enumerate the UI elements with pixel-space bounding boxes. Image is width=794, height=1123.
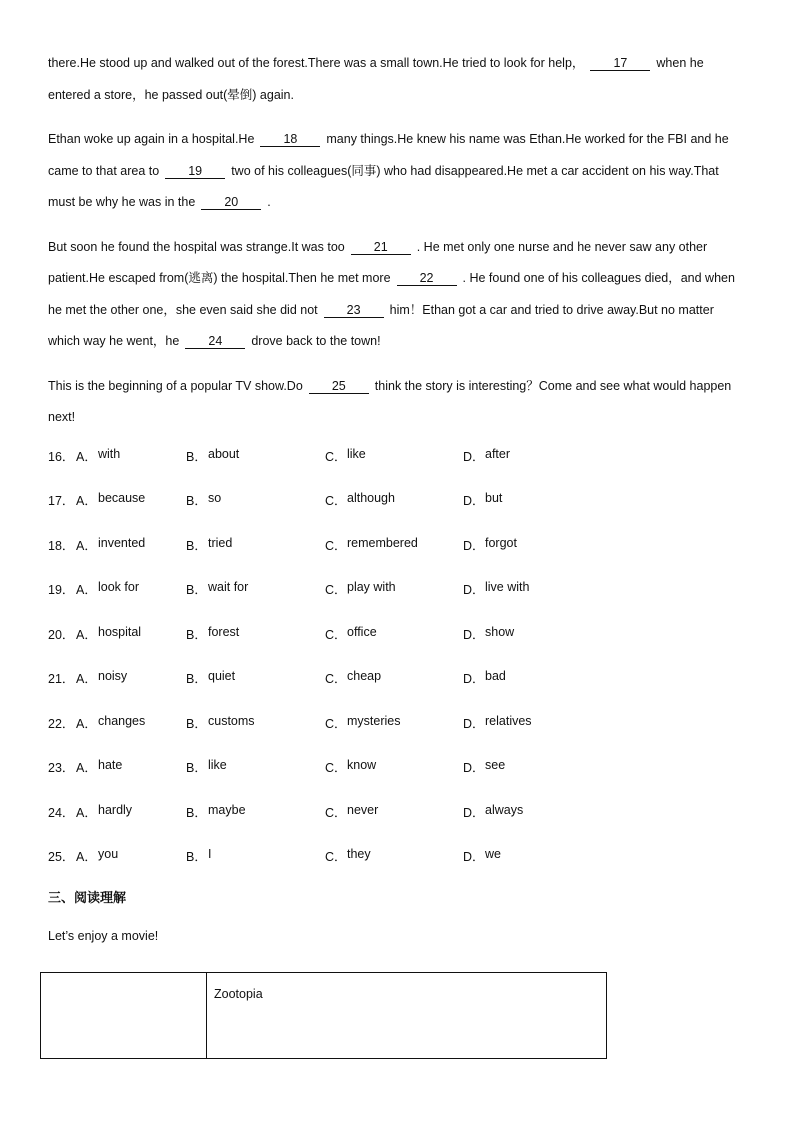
passage-paragraph-2 (48, 124, 748, 219)
option-text: but (485, 491, 503, 505)
passage-text: This is the beginning of a popular TV show.Do (48, 378, 303, 393)
question-number: 16． (48, 449, 75, 464)
option-text: like (208, 758, 227, 772)
option-d[interactable] (463, 447, 603, 465)
option-letter: C． (325, 538, 347, 553)
option-text: maybe (208, 802, 246, 817)
option-text: wait for (208, 580, 249, 594)
option-letter: D． (463, 850, 485, 864)
option-text: bad (485, 669, 506, 683)
passage-paragraph-1 (48, 48, 748, 111)
option-a[interactable] (76, 669, 186, 687)
passage-text: Ethan woke up again in a hospital.He (48, 132, 255, 146)
blank-24: 24 (185, 334, 245, 349)
option-a[interactable] (76, 714, 186, 732)
passage-text: . (267, 195, 271, 209)
option-d[interactable] (463, 758, 603, 776)
option-c[interactable] (325, 847, 463, 865)
option-text: relatives (485, 713, 532, 728)
table-row (41, 973, 607, 1059)
option-b[interactable] (186, 758, 325, 776)
passage-text: drove back to the town! (251, 334, 381, 348)
passage-text: two of his colleagues(同事) who had disappeared.He met a car accident on his way.That must be why he was in the (48, 163, 719, 209)
blank-19: 19 (165, 164, 225, 179)
option-text: changes (98, 713, 146, 728)
passage-text: when he entered a store，he passed out(晕倒) again. (48, 56, 704, 102)
option-b[interactable] (186, 536, 325, 554)
option-text: after (485, 446, 511, 461)
option-c[interactable] (325, 536, 463, 554)
option-b[interactable] (186, 714, 325, 732)
option-letter: B． (186, 716, 207, 731)
question-number: 25． (48, 850, 75, 864)
option-a[interactable] (76, 847, 186, 865)
blank-20: 20 (201, 195, 261, 210)
option-letter: D． (463, 716, 485, 731)
question-number: 23． (48, 761, 75, 775)
option-letter: B． (186, 627, 207, 642)
option-text: like (347, 446, 366, 461)
question-number: 20． (48, 627, 75, 642)
option-text: remembered (347, 535, 418, 550)
worksheet-page (48, 48, 748, 946)
option-b[interactable] (186, 803, 325, 821)
option-letter: C． (325, 850, 347, 864)
option-letter: C． (325, 494, 347, 508)
option-text: noisy (98, 669, 128, 683)
option-c[interactable] (325, 803, 463, 821)
option-text: hate (98, 758, 123, 772)
option-c[interactable] (325, 580, 463, 598)
option-text: they (347, 847, 371, 861)
option-b[interactable] (186, 580, 325, 598)
question-number: 24． (48, 805, 75, 820)
option-letter: D． (463, 583, 485, 597)
movie-table (40, 972, 607, 1059)
question-row (48, 669, 748, 714)
option-letter: C． (325, 449, 347, 464)
option-d[interactable] (463, 669, 603, 687)
option-text: although (347, 491, 395, 505)
blank-18: 18 (260, 132, 320, 147)
passage-text: many things.He knew his name was Ethan.He worked for the FBI and he came to that area to (48, 132, 729, 178)
option-letter: B． (186, 538, 207, 553)
option-text: office (347, 624, 377, 639)
option-text: hardly (98, 802, 133, 817)
passage-paragraph-4 (48, 371, 748, 434)
option-letter: A． (76, 850, 97, 864)
option-letter: A． (76, 761, 97, 775)
section-intro: Let’s enjoy a movie! (48, 928, 159, 943)
option-letter: D． (463, 805, 485, 820)
option-text: mysteries (347, 713, 401, 728)
option-a[interactable] (76, 803, 186, 821)
option-letter: C． (325, 627, 347, 642)
question-row (48, 714, 748, 759)
option-letter: A． (76, 538, 97, 553)
option-b[interactable] (186, 447, 325, 465)
option-text: see (485, 758, 506, 772)
option-text: quiet (208, 669, 236, 683)
option-d[interactable] (463, 847, 603, 865)
option-letter: D． (463, 672, 485, 686)
passage-text: him！Ethan got a car and tried to drive away.But no matter which way he went，he (48, 302, 714, 348)
option-letter: A． (76, 716, 97, 731)
option-a[interactable] (76, 625, 186, 643)
question-row (48, 625, 748, 670)
option-text: look for (98, 580, 139, 594)
option-letter: D． (463, 494, 485, 508)
question-row (48, 803, 748, 848)
question-row (48, 447, 748, 492)
passage-text: But soon he found the hospital was strange.It was too (48, 239, 345, 254)
passage-paragraph-3 (48, 232, 748, 358)
option-letter: D． (463, 627, 485, 642)
option-letter: B． (186, 494, 207, 508)
option-c[interactable] (325, 491, 463, 509)
option-letter: A． (76, 805, 97, 820)
option-letter: A． (76, 672, 97, 686)
blank-23: 23 (324, 303, 384, 318)
option-letter: A． (76, 449, 97, 464)
option-text: always (485, 802, 524, 817)
option-text: you (98, 847, 119, 861)
option-letter: D． (463, 538, 485, 553)
passage-text: there.He stood up and walked out of the forest.There was a small town.He tried to look for help， (48, 56, 585, 70)
question-number: 17． (48, 494, 75, 508)
option-a[interactable] (76, 447, 186, 465)
option-text: we (485, 847, 501, 861)
option-d[interactable] (463, 536, 603, 554)
option-text: forest (208, 624, 240, 639)
option-text: tried (208, 535, 233, 550)
option-b[interactable] (186, 669, 325, 687)
option-letter: C． (325, 805, 347, 820)
option-letter: C． (325, 672, 347, 686)
option-letter: D． (463, 449, 485, 464)
option-a[interactable] (76, 580, 186, 598)
option-c[interactable] (325, 758, 463, 776)
option-b[interactable] (186, 847, 325, 865)
question-number: 18． (48, 538, 75, 553)
question-row (48, 758, 748, 803)
option-text: show (485, 624, 515, 639)
option-text: invented (98, 535, 146, 550)
option-d[interactable] (463, 803, 603, 821)
option-text: I (208, 847, 212, 861)
option-a[interactable] (76, 758, 186, 776)
option-a[interactable] (76, 491, 186, 509)
blank-22: 22 (397, 271, 457, 286)
passage-text: . He met only one nurse and he never saw any other patient.He escaped from(逃离) the hospital.Then he met more (48, 239, 708, 285)
question-row (48, 580, 748, 625)
option-text: cheap (347, 669, 382, 683)
option-d[interactable] (463, 625, 603, 643)
question-row (48, 536, 748, 581)
passage-text: think the story is interesting？Come and see what would happen next! (48, 378, 732, 424)
section-heading: 三、阅读理解 (48, 890, 127, 906)
option-letter: A． (76, 627, 97, 642)
option-d[interactable] (463, 491, 603, 509)
option-text: live with (485, 580, 530, 594)
option-text: hospital (98, 624, 142, 639)
question-number: 19． (48, 583, 75, 597)
option-letter: B． (186, 761, 207, 775)
option-text: forgot (485, 535, 517, 550)
option-letter: C． (325, 583, 347, 597)
option-letter: B． (186, 672, 207, 686)
passage-text: . He found one of his colleagues died，and when he met the other one，she even said she did not (48, 271, 735, 317)
option-c[interactable] (325, 669, 463, 687)
option-text: play with (347, 580, 396, 594)
option-text: with (98, 446, 121, 461)
option-letter: A． (76, 494, 97, 508)
option-letter: B． (186, 449, 207, 464)
option-letter: D． (463, 761, 485, 775)
question-number: 21． (48, 672, 75, 686)
option-letter: B． (186, 850, 207, 864)
blank-21: 21 (351, 240, 411, 255)
option-text: customs (208, 713, 255, 728)
option-d[interactable] (463, 580, 603, 598)
option-b[interactable] (186, 491, 325, 509)
option-letter: C． (325, 716, 347, 731)
option-c[interactable] (325, 714, 463, 732)
option-text: so (208, 491, 222, 505)
option-text: because (98, 491, 146, 505)
movie-poster-cell (41, 973, 207, 1059)
option-letter: C． (325, 761, 347, 775)
option-text: never (347, 802, 379, 817)
option-letter: A． (76, 583, 97, 597)
blank-17: 17 (590, 56, 650, 71)
question-number: 22． (48, 716, 75, 731)
option-c[interactable] (325, 625, 463, 643)
option-c[interactable] (325, 447, 463, 465)
option-d[interactable] (463, 714, 603, 732)
option-letter: B． (186, 583, 207, 597)
option-a[interactable] (76, 536, 186, 554)
blank-25: 25 (309, 379, 369, 394)
question-row (48, 491, 748, 536)
movie-name-cell: Zootopia (207, 973, 607, 1059)
option-b[interactable] (186, 625, 325, 643)
option-text: know (347, 758, 377, 772)
question-row (48, 847, 748, 892)
options-list (48, 447, 748, 892)
option-text: about (208, 446, 240, 461)
option-letter: B． (186, 805, 207, 820)
